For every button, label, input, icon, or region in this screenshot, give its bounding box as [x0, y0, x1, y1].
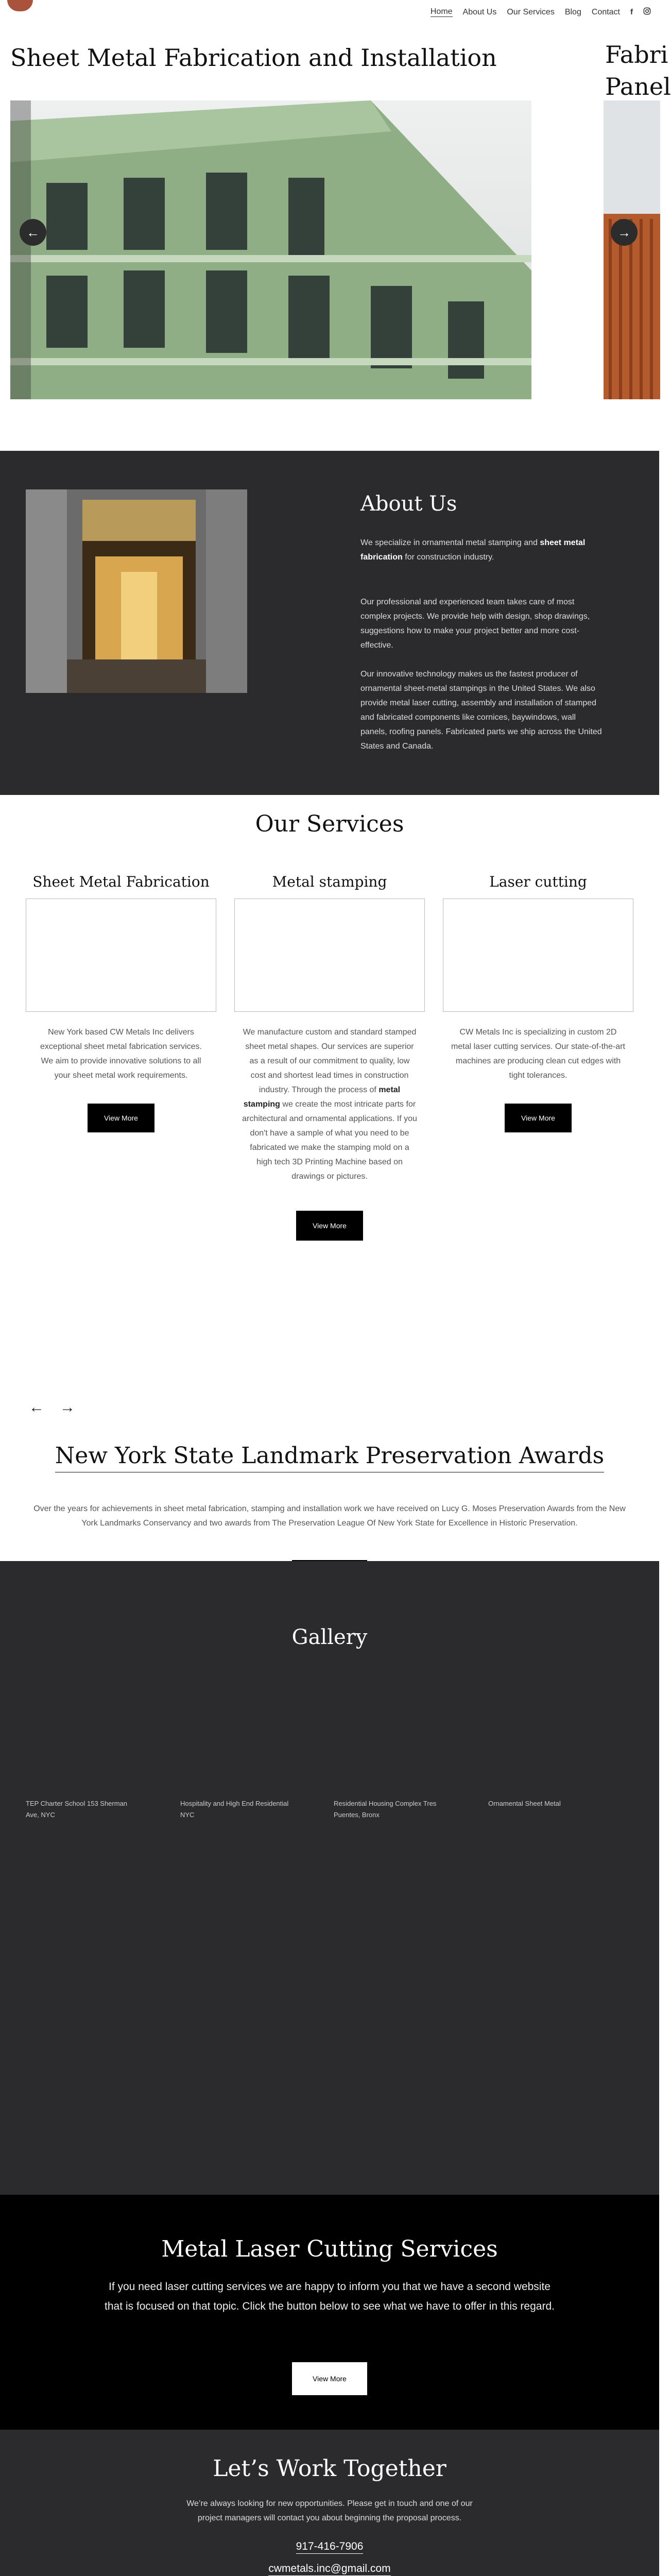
contact-text: We’re always looking for new opportunities. Please get in touch and one of our project managers will contact you about beginning the proposal process. — [186, 2499, 473, 2522]
awards-prev-button[interactable]: ← — [29, 1399, 60, 1416]
entrance-photo — [26, 489, 247, 693]
about-paragraph-2: Our professional and experienced team takes care of most complex projects. We provide help with design, shop drawings, suggestions how to make your project better and more cost-effective. — [360, 598, 590, 650]
service-text: New York based CW Metals Inc delivers exceptional sheet metal fabrication services. We aim to provide innovative solutions to all your sheet metal work requirements. — [40, 1028, 202, 1080]
nav-home[interactable]: Home — [430, 7, 453, 16]
metal-stamping-link[interactable]: metal stamping — [243, 1086, 401, 1109]
about-title: About Us — [360, 492, 457, 516]
about-paragraph-3: Our innovative technology makes us the fastest producer of ornamental sheet-metal stampings in the United States. We also provide metal laser cutting, assembly and installation of stamped and fabricated components like cornices, baywindows, wall panels, roofing panels. Fabricated parts we ship across the United States and Canada. — [360, 670, 602, 751]
facebook-icon[interactable]: f — [630, 8, 633, 16]
services-title: Our Services — [255, 811, 404, 837]
nav-blog[interactable]: Blog — [564, 7, 581, 16]
contact-section — [0, 2430, 659, 2576]
awards-title — [0, 1443, 659, 1469]
gallery-title: Gallery — [291, 1625, 368, 1649]
about-text: for construction industry. — [402, 553, 494, 562]
awards-next-button[interactable]: → — [60, 1399, 91, 1416]
phone-link[interactable] — [0, 2540, 659, 2553]
service-title: Sheet Metal Fabrication — [32, 873, 210, 890]
metal-stamping-view-more-button[interactable]: View More — [296, 1211, 363, 1241]
next-slide-title-line2: Panel — [605, 73, 671, 100]
slider-next-button[interactable]: → — [611, 219, 638, 246]
gallery-caption[interactable]: Ornamental Sheet Metal — [488, 1800, 561, 1807]
laser-view-more-button[interactable]: View More — [292, 2362, 367, 2395]
main-nav — [420, 7, 651, 17]
about-section — [0, 451, 659, 795]
sheet-metal-fabrication-link[interactable]: sheet metal fabrication — [360, 538, 586, 562]
service-title: Metal stamping — [272, 873, 387, 890]
email-link[interactable] — [0, 2563, 659, 2575]
service-card-sheet-metal — [26, 873, 216, 1132]
service-text — [242, 1025, 417, 1184]
next-slide-title-line1: Fabri — [605, 41, 668, 69]
service-title: Laser cutting — [489, 873, 587, 890]
slider-prev-button[interactable]: ← — [20, 219, 46, 246]
service-text: CW Metals Inc is specializing in custom 2D metal laser cutting services. Our state-of-the-art machines are producing clean cut edges with tight tolerances. — [451, 1028, 625, 1080]
gallery-caption[interactable]: TEP Charter School 153 Sherman Ave, NYC — [26, 1800, 128, 1819]
awards-title-text: New York State Landmark Preservation Awards — [55, 1443, 604, 1472]
view-more-button[interactable]: View More — [505, 1104, 572, 1132]
service-card-laser-cutting — [443, 873, 633, 1132]
company-logo[interactable] — [7, 0, 33, 11]
service-image-placeholder — [443, 899, 633, 1012]
slide-title: Sheet Metal Fabrication and Installation — [10, 44, 497, 72]
service-image-placeholder — [234, 899, 425, 1012]
instagram-icon[interactable] — [643, 7, 651, 17]
next-slide-title — [605, 39, 671, 103]
service-text-part: we create the most intricate parts for architectural and ornamental applications. If you don't have a sample of what you need to be fabricated we make the stamping mold on a high tech 3D Printing Machine based on drawings or pictures. — [242, 1100, 417, 1181]
hero-slider — [0, 23, 671, 415]
site-header — [0, 0, 659, 23]
email-address[interactable]: cwmetals.inc@gmail.com — [268, 2563, 390, 2576]
laser-cutting-section — [0, 2195, 659, 2430]
nav-our-services[interactable]: Our Services — [507, 7, 555, 16]
service-text-part: We manufacture custom and standard stamped sheet metal shapes. Our services are superior as a result of our commitment to quality, low cost and shortest lead times in construction industry. Through the process of — [243, 1028, 417, 1094]
awards-text: Over the years for achievements in sheet metal fabrication, stamping and installation work we have received on Lucy G. Moses Preservation Awards from the New York Landmarks Conservancy and two awards from The Preservation League Of New York State for Excellence in Historic Preservation. — [33, 1504, 626, 1528]
laser-title: Metal Laser Cutting Services — [161, 2236, 498, 2262]
next-slide-image — [604, 100, 660, 399]
service-image-placeholder — [26, 899, 216, 1012]
contact-title: Let’s Work Together — [213, 2455, 446, 2482]
about-paragraph-1 — [360, 536, 603, 565]
phone-number[interactable]: 917-416-7906 — [296, 2540, 364, 2554]
service-card-metal-stamping — [234, 873, 425, 1184]
nav-about-us[interactable]: About Us — [462, 7, 497, 16]
about-text: We specialize in ornamental metal stamping and — [360, 538, 540, 547]
awards-slider-arrows — [29, 1399, 91, 1416]
gallery-caption[interactable]: Residential Housing Complex Tres Puentes, Bronx — [334, 1800, 437, 1819]
nav-contact[interactable]: Contact — [591, 7, 620, 16]
laser-text: If you need laser cutting services we are happy to inform you that we have a second website that is focused on that topic. Click the button below to see what we have to offer in this regard. — [105, 2281, 555, 2312]
gallery-section — [0, 1561, 659, 2195]
gallery-caption[interactable]: Hospitality and High End Residential NYC — [180, 1800, 289, 1819]
view-more-button[interactable]: View More — [88, 1104, 154, 1132]
building-facade-image — [10, 100, 531, 399]
